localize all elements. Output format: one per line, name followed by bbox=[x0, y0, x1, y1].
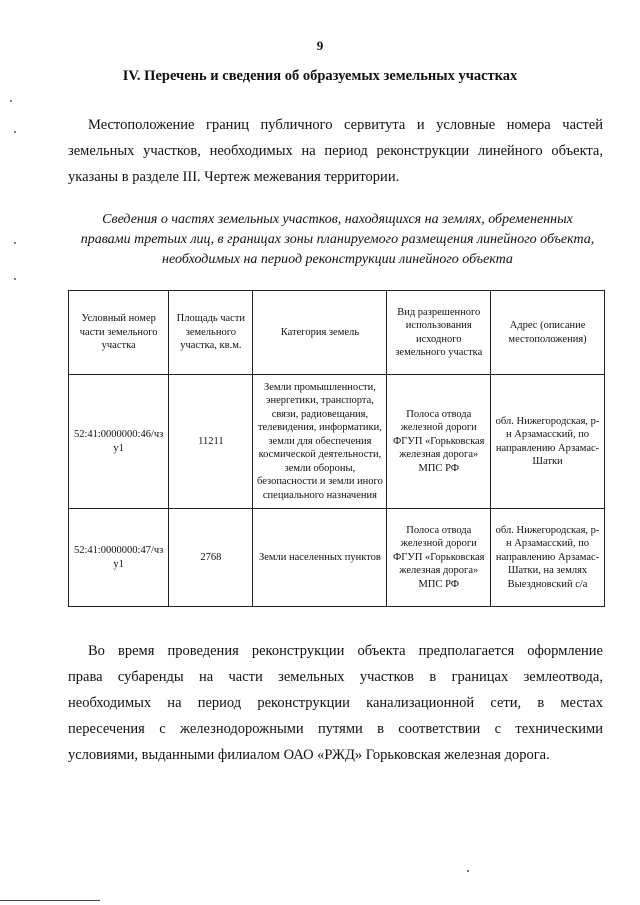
table-header-row bbox=[69, 291, 605, 375]
cell-parcel-number: 52:41:0000000:46/чзу1 bbox=[69, 375, 169, 509]
scan-speck bbox=[14, 242, 16, 244]
paragraph-line: Местоположение границ публичного сервитута и условные номера частей bbox=[88, 117, 603, 133]
scan-speck bbox=[467, 870, 469, 872]
parcels-table bbox=[68, 290, 605, 607]
cell-address: обл. Нижегородская, р-н Арзамасский, по направлению Арзамас-Шатки, на землях Выездновский с/а bbox=[491, 509, 605, 607]
cell-permitted-use: Полоса отвода железной дороги ФГУП «Горьковская железная дорога» МПС РФ bbox=[387, 509, 491, 607]
paragraph-line: пересечения с железнодорожными путями в соответствии с техническими bbox=[68, 721, 603, 737]
cell-address: обл. Нижегородская, р-н Арзамасский, по направлению Арзамас- Шатки bbox=[491, 375, 605, 509]
header-area: Площадь части земельного участка, кв.м. bbox=[169, 291, 253, 375]
section-title: IV. Перечень и сведения об образуемых земельных участках bbox=[122, 68, 518, 84]
scan-speck bbox=[14, 131, 16, 133]
table-row bbox=[69, 375, 605, 509]
paragraph-line: Во время проведения реконструкции объекта предполагается оформление bbox=[88, 643, 603, 659]
cell-area: 2768 bbox=[169, 509, 253, 607]
cell-area: 11211 bbox=[169, 375, 253, 509]
caption-line: правами третьих лиц, в границах зоны планируемого размещения линейного объекта, bbox=[80, 232, 595, 247]
cell-parcel-number: 52:41:0000000:47/чзу1 bbox=[69, 509, 169, 607]
paragraph-boundaries bbox=[68, 112, 603, 190]
paragraph-line: земельных участков, необходимых на период реконструкции линейного объекта, bbox=[68, 143, 603, 159]
header-parcel-number: Условный номер части земельного участка bbox=[69, 291, 169, 375]
paragraph-line: права субаренды на части земельных участков в границах землеотвода, bbox=[68, 669, 603, 685]
table-caption bbox=[70, 210, 605, 270]
scan-speck bbox=[14, 278, 16, 280]
paragraph-sublease bbox=[68, 638, 603, 768]
table-row bbox=[69, 509, 605, 607]
cell-permitted-use: Полоса отвода железной дороги ФГУП «Горьковская железная дорога» МПС РФ bbox=[387, 375, 491, 509]
scan-speck bbox=[10, 100, 12, 102]
bottom-edge-line bbox=[0, 900, 100, 901]
header-address: Адрес (описание местоположения) bbox=[491, 291, 605, 375]
caption-line: Сведения о частях земельных участков, находящихся на землях, обремененных bbox=[102, 212, 573, 227]
page-number: 9 bbox=[316, 38, 324, 53]
paragraph-line: указаны в разделе III. Чертеж межевания территории. bbox=[68, 169, 400, 185]
cell-land-category: Земли населенных пунктов bbox=[253, 509, 387, 607]
caption-line: необходимых на период реконструкции линейного объекта bbox=[162, 252, 513, 267]
cell-land-category: Земли промышленности, энергетики, транспорта, связи, радиовещания, телевидения, информатики, земли для обеспечения космической деятельности, земли обороны, безопасности и земли иного специального назначения bbox=[253, 375, 387, 509]
paragraph-line: условиями, выданными филиалом ОАО «РЖД» Горьковская железная дорога. bbox=[68, 747, 550, 763]
header-permitted-use: Вид разрешенного использования исходного земельного участка bbox=[387, 291, 491, 375]
paragraph-line: необходимых на период реконструкции канализационной сети, в местах bbox=[68, 695, 603, 711]
header-land-category: Категория земель bbox=[253, 291, 387, 375]
